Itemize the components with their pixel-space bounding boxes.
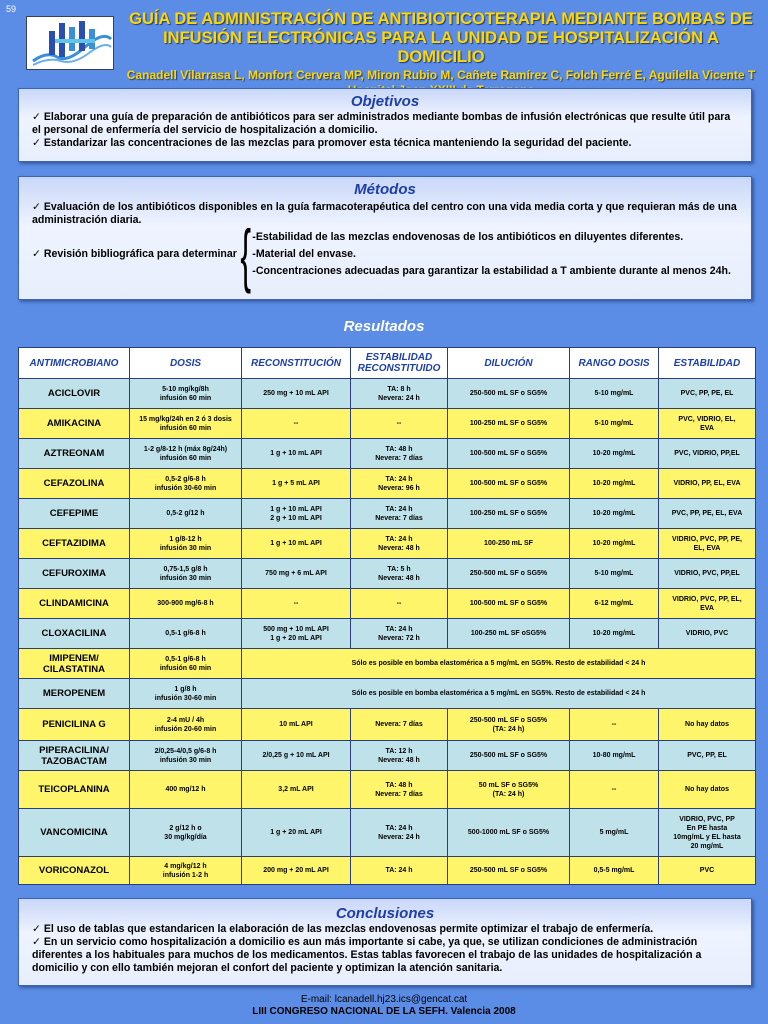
cell-estabilidad: VIDRIO, PVC	[659, 619, 756, 649]
cell-dosis: 1-2 g/8-12 h (máx 8g/24h) infusión 60 min	[130, 439, 242, 469]
cell-antimicrobiano: CEFEPIME	[19, 499, 130, 529]
conclusiones-item-1: ✓ El uso de tablas que estandaricen la elaboración de las mezclas endovenosas permite optimizar el trabajo de enfermería.	[32, 923, 654, 935]
cell-dosis: 0,75-1,5 g/8 h infusión 30 min	[130, 559, 242, 589]
cell-reconstitucion: 250 mg + 10 mL API	[242, 379, 351, 409]
cell-estabilidad: VIDRIO, PP, EL, EVA	[659, 469, 756, 499]
cell-dosis: 300-900 mg/6-8 h	[130, 589, 242, 619]
cell-reconstitucion: 2/0,25 g + 10 mL API	[242, 741, 351, 771]
conclusiones-title: Conclusiones	[335, 905, 435, 922]
curly-brace-icon: {	[240, 214, 251, 295]
cell-estabilidad: VIDRIO, PVC, PP, EL, EVA	[659, 589, 756, 619]
cell-rango-dosis: --	[570, 771, 659, 809]
cell-antimicrobiano: TEICOPLANINA	[19, 771, 130, 809]
cell-reconstitucion: 1 g + 20 mL API	[242, 809, 351, 857]
cell-dilucion: 100-250 mL SF o SG5%	[448, 409, 570, 439]
cell-antimicrobiano: CLOXACILINA	[19, 619, 130, 649]
cell-estabilidad-reconstituido: TA: 48 h Nevera: 7 días	[351, 439, 448, 469]
cell-rango-dosis: 5 mg/mL	[570, 809, 659, 857]
metodos-item-2: ✓ Revisión bibliográfica para determinar	[32, 248, 237, 260]
poster-title-line2: INFUSIÓN ELECTRÓNICAS PARA LA UNIDAD DE HOSPITALIZACIÓN A DOMICILIO	[163, 29, 719, 66]
cell-rango-dosis: 10-20 mg/mL	[570, 529, 659, 559]
cell-dilucion: 250-500 mL SF o SG5%	[448, 741, 570, 771]
metodos-item-2-row	[19, 214, 751, 295]
cell-dosis: 0,5-2 g/12 h	[130, 499, 242, 529]
cell-estabilidad-reconstituido: TA: 8 h Nevera: 24 h	[351, 379, 448, 409]
congress-name: LIII CONGRESO NACIONAL DE LA SEFH. Valencia 2008	[252, 1006, 516, 1017]
cell-estabilidad: VIDRIO, PVC, PP,EL	[659, 559, 756, 589]
cell-dosis: 2/0,25-4/0,5 g/6-8 h infusión 30 min	[130, 741, 242, 771]
cell-dosis: 15 mg/kg/24h en 2 ó 3 dosis infusión 60 min	[130, 409, 242, 439]
cell-dilucion: 500-1000 mL SF o SG5%	[448, 809, 570, 857]
cell-rango-dosis: 6-12 mg/mL	[570, 589, 659, 619]
metodos-sublist	[252, 229, 731, 280]
cell-estabilidad: VIDRIO, PVC, PP, PE, EL, EVA	[659, 529, 756, 559]
table-row	[19, 649, 756, 679]
table-row	[19, 619, 756, 649]
table-row	[19, 741, 756, 771]
cell-antimicrobiano: CEFUROXIMA	[19, 559, 130, 589]
cell-antimicrobiano: AMIKACINA	[19, 409, 130, 439]
cell-antimicrobiano: CEFAZOLINA	[19, 469, 130, 499]
cell-dosis: 2 g/12 h o 30 mg/kg/día	[130, 809, 242, 857]
poster-title-line1: GUÍA DE ADMINISTRACIÓN DE ANTIBIOTICOTERAPIA MEDIANTE BOMBAS DE	[129, 10, 753, 28]
authors: Canadell Vilarrasa L, Monfort Cervera MP, Miron Rubio M, Cañete Ramírez C, Folch Ferré E, Aguilella Vicente T	[126, 68, 756, 82]
cell-rango-dosis: --	[570, 709, 659, 741]
table-row	[19, 469, 756, 499]
cell-dosis: 2-4 mU / 4h infusión 20-60 min	[130, 709, 242, 741]
cell-estabilidad-reconstituido: --	[351, 409, 448, 439]
page-number: 59	[6, 4, 17, 14]
hospital-logo	[26, 16, 114, 70]
cell-estabilidad: No hay datos	[659, 709, 756, 741]
cell-estabilidad: No hay datos	[659, 771, 756, 809]
cell-reconstitucion: 750 mg + 6 mL API	[242, 559, 351, 589]
metodos-subitem-2: -Material del envase.	[252, 248, 356, 260]
cell-dilucion: 250-500 mL SF o SG5%	[448, 857, 570, 885]
col-header-estabilidad: ESTABILIDAD	[659, 348, 756, 379]
resultados-title: Resultados	[343, 318, 425, 335]
table-row	[19, 529, 756, 559]
objetivos-item-1: ✓ Elaborar una guía de preparación de antibióticos para ser administrados mediante bombas de infusión electrónicas que resulte útil para el personal de enfermería del servicio de hospitalización a domicilio.	[32, 111, 731, 136]
cell-antimicrobiano: IMIPENEM/ CILASTATINA	[19, 649, 130, 679]
objetivos-panel	[18, 88, 752, 162]
cell-reconstitucion: 1 g + 10 mL API	[242, 439, 351, 469]
cell-dosis: 0,5-2 g/6-8 h infusión 30-60 min	[130, 469, 242, 499]
table-body	[19, 379, 756, 885]
table-row	[19, 499, 756, 529]
cell-rango-dosis: 5-10 mg/mL	[570, 379, 659, 409]
cell-rango-dosis: 10-20 mg/mL	[570, 499, 659, 529]
cell-dilucion: 250-500 mL SF o SG5% (TA: 24 h)	[448, 709, 570, 741]
cell-dosis: 0,5-1 g/6-8 h infusión 60 min	[130, 649, 242, 679]
cell-reconstitucion: 3,2 mL API	[242, 771, 351, 809]
cell-reconstitucion: 1 g + 10 mL API	[242, 529, 351, 559]
cell-rango-dosis: 10-20 mg/mL	[570, 439, 659, 469]
table-header-row	[19, 348, 756, 379]
table-row	[19, 857, 756, 885]
cell-estabilidad-reconstituido: TA: 24 h	[351, 857, 448, 885]
cell-estabilidad-reconstituido: TA: 12 h Nevera: 48 h	[351, 741, 448, 771]
metodos-subitem-1: -Estabilidad de las mezclas endovenosas de los antibióticos en diluyentes diferentes.	[252, 231, 684, 243]
metodos-panel	[18, 176, 752, 300]
cell-antimicrobiano: PENICILINA G	[19, 709, 130, 741]
col-header-antimicrobiano: ANTIMICROBIANO	[19, 348, 130, 379]
metodos-item-1: ✓ Evaluación de los antibióticos disponibles en la guía farmacoterapéutica del centro con una vida media corta y que requieran más de una administración diaria.	[32, 201, 737, 226]
cell-reconstitucion: --	[242, 409, 351, 439]
cell-dosis: 5-10 mg/kg/8h infusión 60 min	[130, 379, 242, 409]
conclusiones-item-2: ✓ En un servicio como hospitalización a domicilio es aun más importante si cabe, ya que, se utilizan condiciones de administración diferentes a los habituales para muchos de los medicamentos. Estas tablas favorecen el trabajo de las unidades de hospitalización a domicilio y con ello también mejoran el confort del paciente y optimizan la atención sanitaria.	[32, 936, 702, 974]
col-header-reconstitucion: RECONSTITUCIÓN	[242, 348, 351, 379]
cell-merged-note: Sólo es posible en bomba elastomérica a 5 mg/mL en SG5%. Resto de estabilidad < 24 h	[242, 679, 756, 709]
poster-header	[118, 10, 764, 98]
contact-email[interactable]: E-mail: lcanadell.hj23.ics@gencat.cat	[300, 994, 468, 1005]
objetivos-item-2: ✓ Estandarizar las concentraciones de las mezclas para promover esta técnica manteniendo la seguridad del paciente.	[32, 137, 632, 149]
cell-dosis: 1 g/8-12 h infusión 30 min	[130, 529, 242, 559]
cell-antimicrobiano: AZTREONAM	[19, 439, 130, 469]
cell-estabilidad-reconstituido: TA: 24 h Nevera: 96 h	[351, 469, 448, 499]
cell-dilucion: 250-500 mL SF o SG5%	[448, 559, 570, 589]
cell-rango-dosis: 5-10 mg/mL	[570, 559, 659, 589]
cell-estabilidad-reconstituido: --	[351, 589, 448, 619]
cell-estabilidad: PVC, PP, EL	[659, 741, 756, 771]
table-row	[19, 709, 756, 741]
cell-dosis: 4 mg/kg/12 h infusión 1-2 h	[130, 857, 242, 885]
cell-antimicrobiano: ACICLOVIR	[19, 379, 130, 409]
cell-dilucion: 100-250 mL SF o SG5%	[448, 499, 570, 529]
col-header-dilucion: DILUCIÓN	[448, 348, 570, 379]
table-row	[19, 589, 756, 619]
col-header-dosis: DOSIS	[130, 348, 242, 379]
cell-rango-dosis: 10-80 mg/mL	[570, 741, 659, 771]
footer	[0, 994, 768, 1018]
cell-estabilidad-reconstituido: Nevera: 7 días	[351, 709, 448, 741]
cell-antimicrobiano: VORICONAZOL	[19, 857, 130, 885]
cell-reconstitucion: 200 mg + 20 mL API	[242, 857, 351, 885]
col-header-estabilidad-reconstituido: ESTABILIDAD RECONSTITUIDO	[351, 348, 448, 379]
cell-antimicrobiano: CEFTAZIDIMA	[19, 529, 130, 559]
cell-estabilidad-reconstituido: TA: 24 h Nevera: 24 h	[351, 809, 448, 857]
cell-rango-dosis: 10-20 mg/mL	[570, 619, 659, 649]
table-row	[19, 439, 756, 469]
table-row	[19, 379, 756, 409]
cell-estabilidad: PVC, VIDRIO, PP,EL	[659, 439, 756, 469]
table-row	[19, 409, 756, 439]
cell-reconstitucion: 500 mg + 10 mL API 1 g + 20 mL API	[242, 619, 351, 649]
cell-reconstitucion: 1 g + 10 mL API 2 g + 10 mL API	[242, 499, 351, 529]
cell-rango-dosis: 5-10 mg/mL	[570, 409, 659, 439]
cell-reconstitucion: 10 mL API	[242, 709, 351, 741]
cell-estabilidad-reconstituido: TA: 48 h Nevera: 7 días	[351, 771, 448, 809]
cell-rango-dosis: 10-20 mg/mL	[570, 469, 659, 499]
cell-reconstitucion: --	[242, 589, 351, 619]
col-header-rango-dosis: RANGO DOSIS	[570, 348, 659, 379]
cell-estabilidad: PVC, VIDRIO, EL, EVA	[659, 409, 756, 439]
cell-estabilidad-reconstituido: TA: 24 h Nevera: 48 h	[351, 529, 448, 559]
table-row	[19, 771, 756, 809]
cell-estabilidad: PVC, PP, PE, EL	[659, 379, 756, 409]
cell-dilucion: 250-500 mL SF o SG5%	[448, 379, 570, 409]
cell-rango-dosis: 0,5-5 mg/mL	[570, 857, 659, 885]
cell-reconstitucion: 1 g + 5 mL API	[242, 469, 351, 499]
logo-graphic	[27, 17, 114, 70]
table-row	[19, 679, 756, 709]
cell-antimicrobiano: MEROPENEM	[19, 679, 130, 709]
cell-dilucion: 100-250 mL SF	[448, 529, 570, 559]
cell-antimicrobiano: PIPERACILINA/ TAZOBACTAM	[19, 741, 130, 771]
cell-estabilidad-reconstituido: TA: 24 h Nevera: 72 h	[351, 619, 448, 649]
cell-dosis: 0,5-1 g/6-8 h	[130, 619, 242, 649]
objetivos-title: Objetivos	[350, 93, 420, 110]
resultados-table	[18, 347, 756, 885]
cell-dosis: 1 g/8 h infusión 30-60 min	[130, 679, 242, 709]
cell-estabilidad: PVC, PP, PE, EL, EVA	[659, 499, 756, 529]
table-row	[19, 809, 756, 857]
metodos-subitem-3: -Concentraciones adecuadas para garantizar la estabilidad a T ambiente durante al menos 24h.	[252, 265, 731, 277]
cell-antimicrobiano: VANCOMICINA	[19, 809, 130, 857]
cell-dilucion: 100-250 mL SF oSG5%	[448, 619, 570, 649]
table-row	[19, 559, 756, 589]
conclusiones-panel	[18, 898, 752, 986]
cell-dilucion: 100-500 mL SF o SG5%	[448, 589, 570, 619]
cell-dilucion: 50 mL SF o SG5% (TA: 24 h)	[448, 771, 570, 809]
cell-merged-note: Sólo es posible en bomba elastomérica a 5 mg/mL en SG5%. Resto de estabilidad < 24 h	[242, 649, 756, 679]
metodos-title: Métodos	[354, 181, 416, 198]
cell-estabilidad: VIDRIO, PVC, PP En PE hasta 10mg/mL y EL hasta 20 mg/mL	[659, 809, 756, 857]
cell-estabilidad: PVC	[659, 857, 756, 885]
cell-dilucion: 100-500 mL SF o SG5%	[448, 469, 570, 499]
cell-estabilidad-reconstituido: TA: 24 h Nevera: 7 días	[351, 499, 448, 529]
cell-dosis: 400 mg/12 h	[130, 771, 242, 809]
cell-dilucion: 100-500 mL SF o SG5%	[448, 439, 570, 469]
cell-estabilidad-reconstituido: TA: 5 h Nevera: 48 h	[351, 559, 448, 589]
cell-antimicrobiano: CLINDAMICINA	[19, 589, 130, 619]
